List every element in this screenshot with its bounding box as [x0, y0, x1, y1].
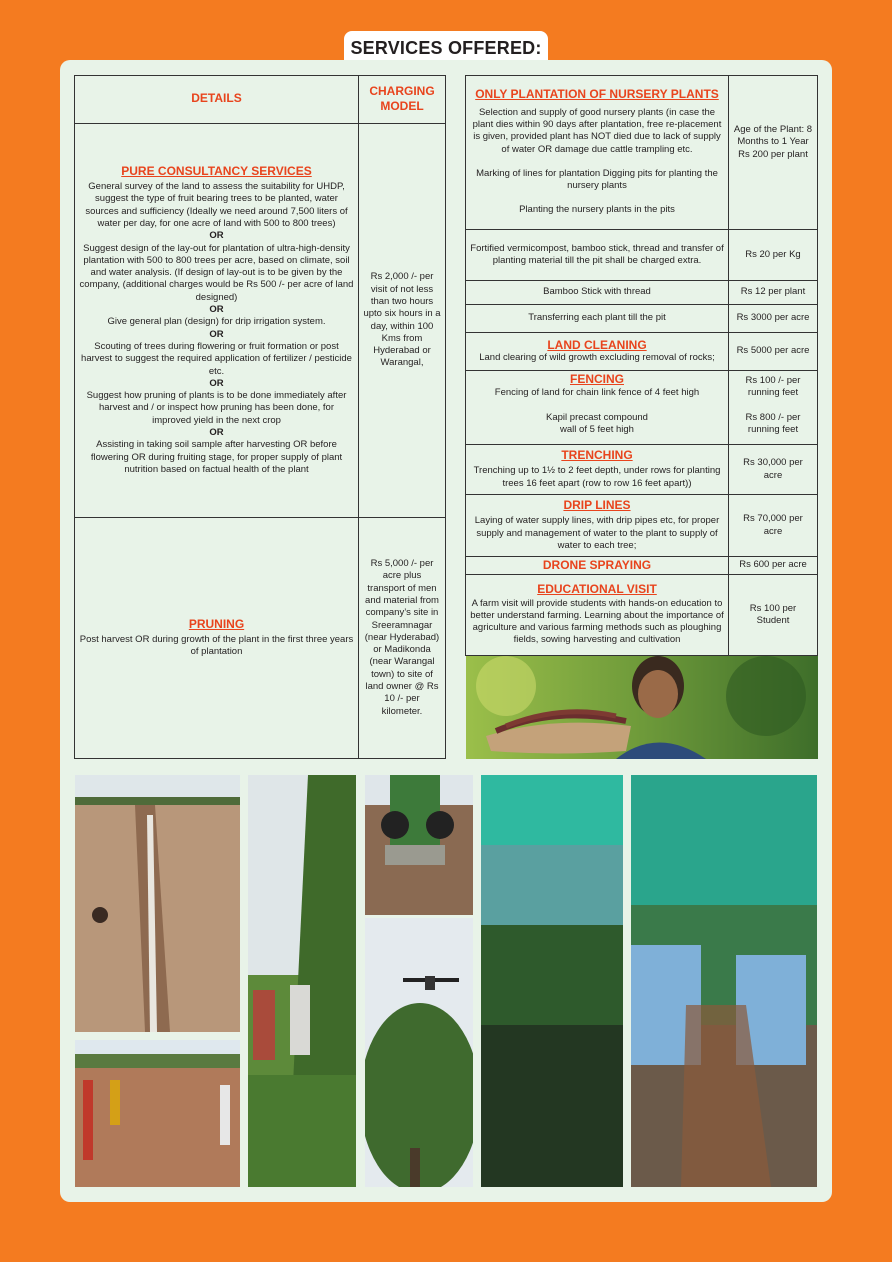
right-services-table [465, 75, 818, 656]
plantation-para: Selection and supply of good nursery plants (in case the plant dies within 90 days after plantation, free re-placement is given, provided plant has NOT died due to lack of supply of water OR damage due cattle trampling etc. [472, 106, 722, 155]
drone-charge: Rs 600 per acre [729, 557, 818, 575]
plantation-field-photo [75, 1040, 240, 1187]
bamboo-details: Bamboo Stick with thread [466, 281, 729, 305]
charging-model-header: CHARGING MODEL [359, 76, 446, 124]
or-label: OR [209, 230, 224, 242]
tractor-photo [365, 775, 473, 915]
vermicompost-charge: Rs 20 per Kg [729, 230, 818, 281]
page-title: SERVICES OFFERED: [344, 31, 548, 65]
land-clearing-charge: Rs 5000 per acre [729, 333, 818, 371]
consultancy-para: General survey of the land to assess the suitability for UHDP, suggest the type of fruit bearing trees to be planted, water sources and sufficiency (Ideally we need around 7,500 liters of water per day, for one acre of land with 500 to 800 trees) [85, 181, 348, 229]
education-charge: Rs 100 per Student [729, 575, 818, 656]
consultancy-para: Give general plan (design) for drip irrigation system. [107, 316, 326, 328]
drone-spraying-photo [365, 918, 473, 1187]
consultancy-para: Scouting of trees during flowering or fruit formation or post harvest to suggest the required application of fertilizer / pesticide etc. [81, 340, 352, 377]
plantation-charge: Age of the Plant: 8 Months to 1 Year Rs 200 per plant [729, 76, 818, 230]
students-nursery-photo [631, 775, 817, 1187]
trenching-text: Trenching up to 1½ to 2 feet depth, under rows for planting trees 16 feet apart (row to row 16 feet apart)) [473, 465, 721, 489]
drip-text: Laying of water supply lines, with drip pipes etc, for proper supply and management of water to the plant to supply of water to each tree; [474, 515, 720, 551]
education-details [466, 575, 729, 656]
consultancy-charge: Rs 2,000 /- per visit of not less than two hours upto six hours in a day, within 100 Kms from Hyderabad or Warangal, [359, 124, 446, 518]
plantation-title: ONLY PLANTATION OF NURSERY PLANTS [475, 87, 719, 102]
drone-title: DRONE SPRAYING [542, 558, 652, 573]
details-header: DETAILS [75, 76, 359, 124]
or-label: OR [209, 304, 224, 316]
consultancy-para: Assisting in taking soil sample after harvesting OR before flowering OR during fruiting stage, for proper supply of plant nutrition based on factual health of the plant [90, 439, 343, 475]
drip-charge: Rs 70,000 per acre [729, 495, 818, 557]
consultancy-title: PURE CONSULTANCY SERVICES [121, 163, 312, 178]
transfer-details: Transferring each plant till the pit [466, 305, 729, 333]
fencing-charge [729, 371, 818, 445]
nursery-shadenet-photo [481, 775, 623, 1187]
pruning-charge: Rs 5,000 /- per acre plus transport of men and material from company’s site in Sreeramnagar (near Hyderabad) or Madikonda (near Warangal town) to site of land owner @ Rs 10 /- per kilometer. [359, 518, 446, 759]
trenching-title: TRENCHING [561, 448, 633, 463]
consultancy-para: Suggest how pruning of plants is to be done immediately after harvest and / or inspect how pruning has been done, for improved yield in the next crop [86, 390, 347, 426]
fencing-text: Fencing of land for chain link fence of 4 feet high [494, 387, 700, 399]
transfer-charge: Rs 3000 per acre [729, 305, 818, 333]
trenching-charge: Rs 30,000 per acre [729, 445, 818, 495]
student-harvest-photo [466, 656, 818, 759]
fencing-charge-1: Rs 100 /- per running feet [745, 375, 801, 399]
left-services-table [74, 75, 446, 759]
land-clearing-details [466, 333, 729, 371]
consultancy-details [75, 124, 359, 518]
drip-details [466, 495, 729, 557]
plantation-para: Marking of lines for plantation Digging pits for planting the nursery plants [476, 167, 718, 192]
education-title: EDUCATIONAL VISIT [537, 582, 657, 597]
land-clearing-title: LAND CLEANING [547, 338, 647, 353]
fencing-title: FENCING [570, 372, 624, 386]
bamboo-charge: Rs 12 per plant [729, 281, 818, 305]
pruning-title: PRUNING [188, 616, 245, 631]
fencing-details [466, 371, 729, 445]
trench-photo [75, 775, 240, 1032]
trenching-details [466, 445, 729, 495]
plantation-details [466, 76, 729, 230]
fencing-text: Kapil precast compound wall of 5 feet high [546, 411, 648, 435]
drip-title: DRIP LINES [563, 497, 631, 512]
drone-details [466, 557, 729, 575]
or-label: OR [209, 427, 224, 439]
vermicompost-details: Fortified vermicompost, bamboo stick, thread and transfer of planting material till the pit shall be charged extra. [466, 230, 729, 281]
or-label: OR [209, 328, 224, 340]
pruning-details [75, 518, 359, 759]
plantation-para: Planting the nursery plants in the pits [519, 204, 675, 216]
or-label: OR [209, 377, 224, 389]
orchard-trees-photo [248, 775, 356, 1187]
consultancy-para: Suggest design of the lay-out for plantation of ultra-high-density plantation with 500 to 800 trees per acre, based on climate, soil and water analysis. (If design of lay-out is to be given by the company, (additional charges would be Rs 500 /- per acre of land designed) [79, 242, 354, 303]
education-text: A farm visit will provide students with hands-on education to better understand farming. Learning about the importance of agriculture and various farming methods such as ploughing fields, sowing harvesting and cultivation [470, 597, 724, 646]
fencing-charge-2: Rs 800 /- per running feet [745, 411, 801, 435]
pruning-text: Post harvest OR during growth of the plant in the first three years of plantation [79, 633, 354, 658]
land-clearing-text: Land clearing of wild growth excluding removal of rocks; [479, 351, 715, 363]
